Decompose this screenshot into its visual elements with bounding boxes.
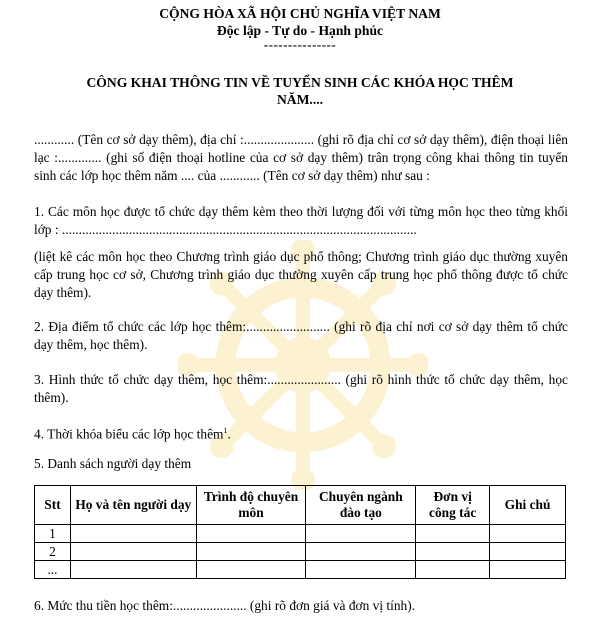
table-cell-stt: 2 [35,543,71,561]
table-row [35,561,566,579]
table-cell [196,561,306,579]
item-3-format: 3. Hình thức tổ chức dạy thêm, học thêm:...................... (ghi rõ hình thức tổ chức dạy thêm, học thêm). [34,372,568,405]
footnote-marker: 1 [223,426,228,435]
intro-paragraph: ............ (Tên cơ sở dạy thêm), địa chỉ :..................... (ghi rõ địa chỉ cơ sở dạy thêm), điện thoại liên lạc :............. (ghi số điện thoại hotline của cơ sở dạy thêm) trân trọng công khai thông tin tuyển sinh các lớp học thêm năm .... của ............ (Tên cơ sở dạy thêm) như sau : [34,132,568,183]
document-title: CÔNG KHAI THÔNG TIN VỀ TUYỂN SINH CÁC KHÓA HỌC THÊM [86,75,514,90]
column-header-qualification: Trình độ chuyên môn [196,486,306,525]
table-cell [490,561,566,579]
column-header-workplace: Đơn vị công tác [416,486,490,525]
country-name: CỘNG HÒA XÃ HỘI CHỦ NGHĨA VIỆT NAM [159,6,441,21]
table-cell [416,525,490,543]
item-4-text: 4. Thời khóa biểu các lớp học thêm [34,426,224,442]
table-cell [306,543,416,561]
table-header-row [35,486,566,525]
table-cell [416,561,490,579]
table-cell-stt: ... [35,561,71,579]
table-cell [70,561,196,579]
table-cell [490,543,566,561]
table-cell [490,525,566,543]
item-4-timetable [34,422,568,443]
item-4-period: . [227,426,231,442]
item-5-teachers: 5. Danh sách người dạy thêm [34,456,192,471]
table-cell [416,543,490,561]
table-cell [70,543,196,561]
table-row [35,543,566,561]
table-cell [306,561,416,579]
table-cell-stt: 1 [35,525,71,543]
table-cell [196,525,306,543]
item-6-fees: 6. Mức thu tiền học thêm:...................... (ghi rõ đơn giá và đơn vị tính). [34,598,416,613]
document-title-year: NĂM.... [276,92,324,107]
teacher-table [34,485,566,579]
item-1-note: (liệt kê các môn học theo Chương trình giáo dục phổ thông; Chương trình giáo dục thường xuyên cấp trung học cơ sở, Chương trình giáo dục thường xuyên cấp trung học phổ thông được tổ chức dạy thêm). [34,249,568,300]
motto: Độc lập - Tự do - Hạnh phúc [216,23,384,38]
table-cell [306,525,416,543]
table-cell [70,525,196,543]
table-row [35,525,566,543]
table-cell [196,543,306,561]
column-header-major: Chuyên ngành đào tạo [306,486,416,525]
header-separator: --------------- [263,37,337,52]
column-header-note: Ghi chú [490,486,566,525]
item-1-subjects: 1. Các môn học được tổ chức dạy thêm kèm theo thời lượng đối với từng môn học theo từng khối lớp : .......................................................................................................... [34,204,568,237]
column-header-stt: Stt [35,486,71,525]
item-2-location: 2. Địa điểm tổ chức các lớp học thêm:......................... (ghi rõ địa chỉ nơi cơ sở dạy thêm tổ chức dạy thêm, học thêm). [34,319,568,352]
column-header-name: Họ và tên người dạy [70,486,196,525]
